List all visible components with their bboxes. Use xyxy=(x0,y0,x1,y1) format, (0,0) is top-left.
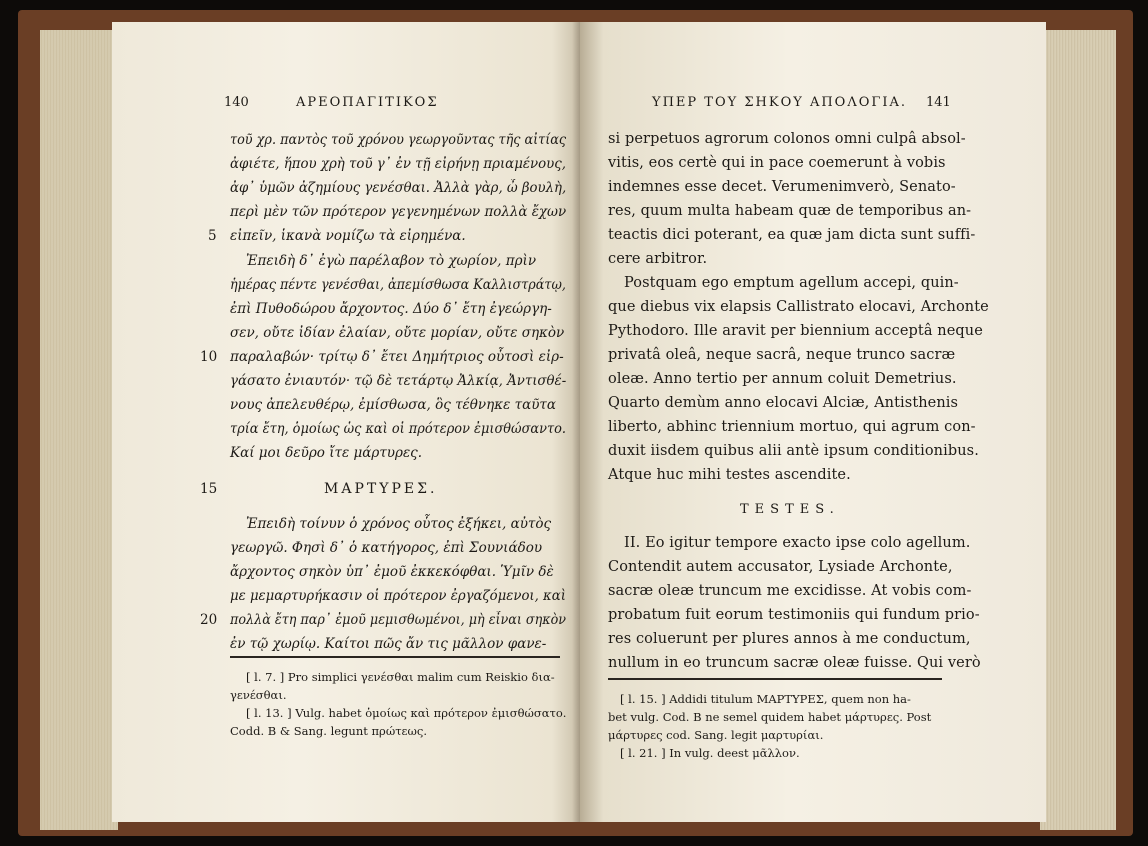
latin-line: res coluerunt per plures annos à me conductum, xyxy=(608,631,971,647)
greek-line: περὶ μὲν τῶν πρότερον γεγενημένων πολλὰ ἔχων xyxy=(230,204,567,220)
latin-line: indemnes esse decet. Verumenimverò, Senato- xyxy=(608,179,956,195)
footnote-line: [ l. 13. ] Vulg. habet ὁμοίως καὶ πρότερον ἐμισθώσατο. xyxy=(246,706,567,720)
footnote-line: [ l. 15. ] Addidi titulum ΜΑΡΤΥΡΕΣ, quem non ha- xyxy=(620,692,911,706)
latin-line: que diebus vix elapsis Callistrato elocavi, Archonte xyxy=(608,299,989,315)
latin-line: liberto, abhinc triennium mortuo, qui agrum con- xyxy=(608,419,976,435)
footnote-line: γενέσθαι. xyxy=(230,688,287,702)
greek-line: ἐν τῷ χωρίῳ. Καίτοι πῶς ἄν τις μᾶλλον φανε- xyxy=(230,636,547,652)
section-caption-testes: TESTES. xyxy=(740,502,840,517)
running-head-right: ΥΠΕΡ ΤΟΥ ΣΗΚΟΥ ΑΠΟΛΟΓΙΑ. xyxy=(652,95,908,110)
greek-line: Καί μοι δεῦρο ἴτε μάρτυρες. xyxy=(230,445,423,461)
section-caption-martyres: ΜΑΡΤΥΡΕΣ. xyxy=(324,481,438,497)
latin-line: res, quum multa habeam quæ de temporibus an- xyxy=(608,203,972,219)
latin-line: Pythodoro. Ille aravit per biennium acceptâ neque xyxy=(608,323,983,339)
footnote-rule xyxy=(230,656,560,658)
latin-line: probatum fuit eorum testimoniis qui fundum prio- xyxy=(608,607,980,623)
latin-line: vitis, eos certè qui in pace coemerunt à vobis xyxy=(608,155,946,171)
latin-line: Atque huc mihi testes ascendite. xyxy=(608,467,851,483)
latin-line: Postquam ego emptum agellum accepi, quin- xyxy=(624,275,959,291)
greek-line: τοῦ χρ. παντὸς τοῦ χρόνου γεωργοῦντας τῆς αἰτίας xyxy=(230,132,567,148)
footnote-rule xyxy=(608,678,942,680)
greek-line: ἐπὶ Πυθοδώρου ἄρχοντος. Δύο δ᾽ ἔτη ἐγεώργη- xyxy=(230,301,552,317)
folio-right: 141 xyxy=(926,95,951,110)
greek-line: ἀφιέτε, ἥπου χρὴ τοῦ γ᾽ ἐν τῇ εἰρήνῃ πριαμένους, xyxy=(230,156,566,172)
latin-line: oleæ. Anno tertio per annum coluit Demetrius. xyxy=(608,371,957,387)
greek-line: ἄρχοντος σηκὸν ὑπ᾽ ἐμοῦ ἐκκεκόφθαι. Ὑμῖν δὲ xyxy=(230,564,554,580)
greek-line: νους ἀπελευθέρῳ, ἐμίσθωσα, ὃς τέθνηκε ταῦτα xyxy=(230,397,556,413)
page-edges-left xyxy=(40,30,118,830)
greek-line: εἰπεῖν, ἱκανὰ νομίζω τὰ εἰρημένα. xyxy=(230,228,466,244)
greek-line: τρία ἔτη, ὁμοίως ὡς καὶ οἱ πρότερον ἐμισθώσαντο. xyxy=(230,421,567,437)
greek-line: πολλὰ ἔτη παρ᾽ ἐμοῦ μεμισθωμένοι, μὴ εἶναι σηκὸν xyxy=(230,612,567,628)
latin-line: si perpetuos agrorum colonos omni culpâ absol- xyxy=(608,131,966,147)
footnote-line: [ l. 7. ] Pro simplici γενέσθαι malim cum Reiskio δια- xyxy=(246,670,555,684)
left-page xyxy=(112,22,580,822)
greek-line: ἡμέρας πέντε γενέσθαι, ἀπεμίσθωσα Καλλιστράτῳ, xyxy=(230,277,566,293)
greek-line: Ἐπειδὴ τοίνυν ὁ χρόνος οὗτος ἐξήκει, αὐτὸς xyxy=(246,516,552,532)
line-number: 10 xyxy=(200,349,218,365)
latin-line: nullum in eo truncum sacræ oleæ fuisse. Qui verò xyxy=(608,655,981,671)
line-number: 5 xyxy=(208,228,217,244)
greek-line: παραλαβών· τρίτῳ δ᾽ ἔτει Δημήτριος οὗτοσὶ εἰρ- xyxy=(230,349,564,365)
latin-line: Contendit autem accusator, Lysiade Archonte, xyxy=(608,559,953,575)
line-number: 15 xyxy=(200,481,218,497)
running-head-left: ΑΡΕΟΠΑΓΙΤΙΚΟΣ xyxy=(296,95,439,110)
latin-line: cere arbitror. xyxy=(608,251,708,267)
latin-line: Quarto demùm anno elocavi Alciæ, Antisthenis xyxy=(608,395,959,411)
page-edges-right xyxy=(1040,30,1116,830)
greek-line: ἀφ᾽ ὑμῶν ἀζημίους γενέσθαι. Ἀλλὰ γὰρ, ὦ βουλὴ, xyxy=(230,180,567,196)
footnote-line: [ l. 21. ] In vulg. deest μᾶλλον. xyxy=(620,746,800,760)
right-page xyxy=(580,22,1046,822)
greek-line: Ἐπειδὴ δ᾽ ἐγὼ παρέλαβον τὸ χωρίον, πρὶν xyxy=(246,253,537,269)
latin-line: teactis dici poterant, ea quæ jam dicta sunt suffi- xyxy=(608,227,976,243)
latin-line: duxit iisdem quibus alii antè ipsum conditionibus. xyxy=(608,443,979,459)
footnote-line: Codd. B & Sang. legunt πρώτεως. xyxy=(230,724,427,738)
latin-line: privatâ oleâ, neque sacrâ, neque trunco sacræ xyxy=(608,347,956,363)
latin-line: II. Eo igitur tempore exacto ipse colo agellum. xyxy=(624,535,971,551)
greek-line: γάσατο ἐνιαυτόν· τῷ δὲ τετάρτῳ Ἀλκίᾳ, Ἀντισθέ- xyxy=(230,373,567,389)
footnote-line: bet vulg. Cod. B ne semel quidem habet μάρτυρες. Post xyxy=(608,710,932,724)
latin-line: sacræ oleæ truncum me excidisse. At vobis com- xyxy=(608,583,972,599)
line-number: 20 xyxy=(200,612,218,628)
footnote-line: μάρτυρες cod. Sang. legit μαρτυρίαι. xyxy=(608,728,824,742)
folio-left: 140 xyxy=(224,95,249,110)
greek-line: σεν, οὔτε ἰδίαν ἐλαίαν, οὔτε μορίαν, οὔτε σηκὸν xyxy=(230,325,565,341)
greek-line: γεωργῶ. Φησὶ δ᾽ ὁ κατήγορος, ἐπὶ Σουνιάδου xyxy=(230,540,543,556)
greek-line: με μεμαρτυρήκασιν οἱ πρότερον ἐργαζόμενοι, καὶ xyxy=(230,588,566,604)
